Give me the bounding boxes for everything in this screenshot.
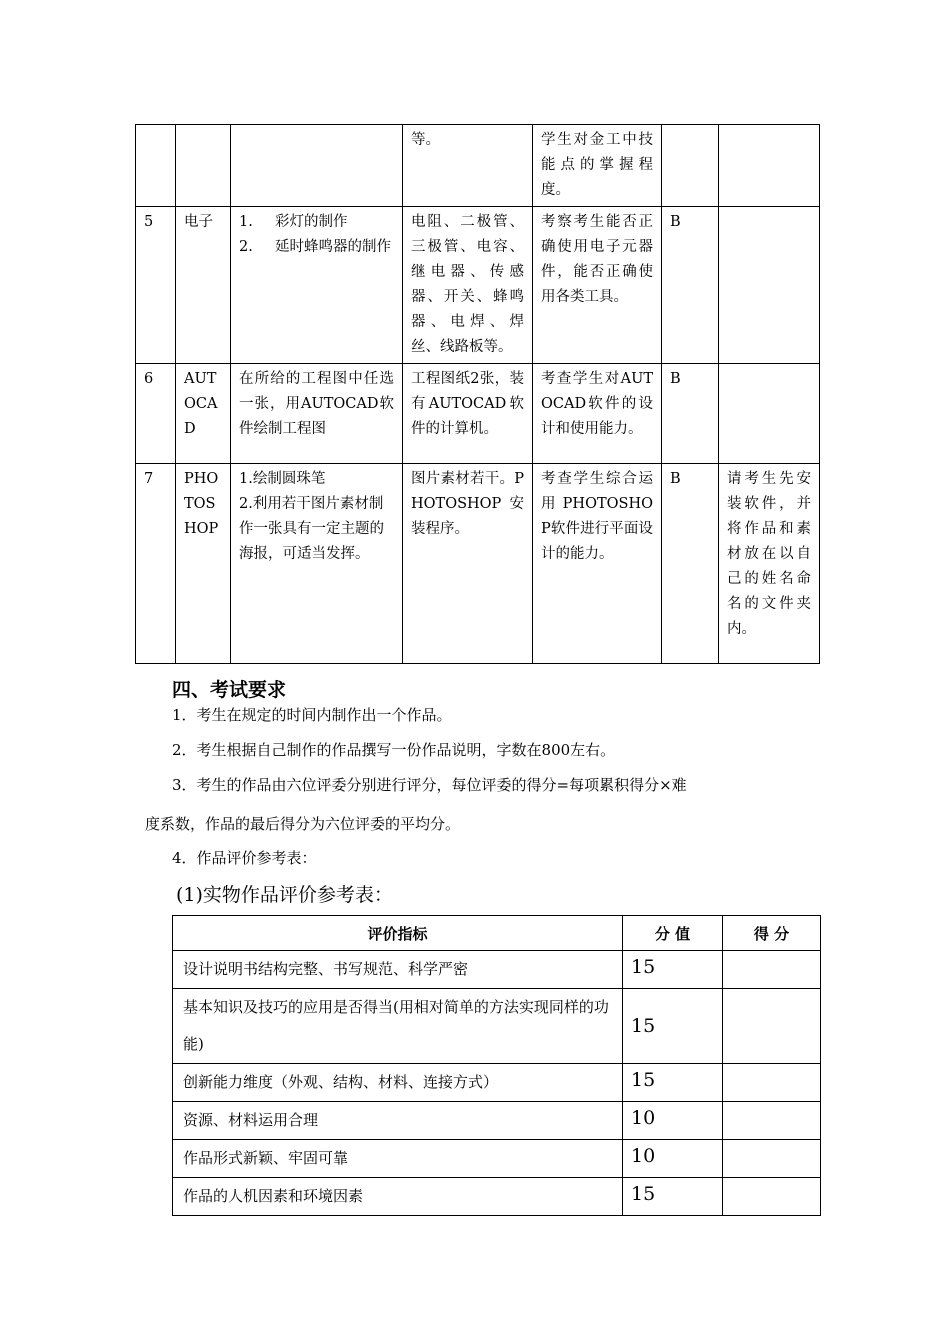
cell-name: 电子 bbox=[176, 207, 231, 364]
table-row bbox=[173, 1140, 821, 1178]
requirement-item-continued: 度系数，作品的最后得分为六位评委的平均分。 bbox=[145, 815, 461, 833]
cell-value: 15 bbox=[623, 951, 723, 989]
cell-purpose: 考察考生能否正确使用电子元器件，能否正确使用各类工具。 bbox=[533, 207, 662, 364]
requirement-item: 2．考生根据自己制作的作品撰写一份作品说明，字数在800左右。 bbox=[172, 741, 616, 759]
cell-purpose: 考查学生综合运用PHOTOSHOP软件进行平面设计的能力。 bbox=[533, 464, 662, 664]
cell-indicator: 创新能力维度（外观、结构、材料、连接方式） bbox=[173, 1064, 623, 1102]
header-indicator: 评价指标 bbox=[173, 916, 623, 951]
cell-purpose: 考查学生对AUTOCAD软件的设计和使用能力。 bbox=[533, 364, 662, 464]
cell-indicator: 作品的人机因素和环境因素 bbox=[173, 1178, 623, 1216]
requirement-item: 4．作品评价参考表： bbox=[172, 849, 317, 867]
cell-content: 在所给的工程图中任选一张，用AUTOCAD软件绘制工程图 bbox=[231, 364, 403, 464]
table-row bbox=[136, 464, 820, 664]
cell-note bbox=[719, 207, 820, 364]
cell-level: B bbox=[662, 464, 719, 664]
table-row bbox=[136, 207, 820, 364]
cell-name bbox=[176, 125, 231, 207]
cell-purpose: 学生对金工中技能点的掌握程度。 bbox=[533, 125, 662, 207]
cell-indicator: 基本知识及技巧的应用是否得当(用相对简单的方法实现同样的功能) bbox=[173, 989, 623, 1064]
cell-score bbox=[723, 1102, 821, 1140]
list-item: 1. 彩灯的制作 bbox=[239, 214, 348, 230]
cell-score bbox=[723, 951, 821, 989]
requirement-item: 1．考生在规定的时间内制作出一个作品。 bbox=[172, 706, 452, 724]
cell-no: 7 bbox=[136, 464, 176, 664]
section-heading: 四、考试要求 bbox=[172, 679, 287, 701]
cell-value: 10 bbox=[623, 1102, 723, 1140]
cell-indicator: 资源、材料运用合理 bbox=[173, 1102, 623, 1140]
cell-content bbox=[231, 207, 403, 364]
table-row bbox=[173, 1064, 821, 1102]
cell-value: 15 bbox=[623, 1178, 723, 1216]
cell-no: 6 bbox=[136, 364, 176, 464]
table-row bbox=[173, 951, 821, 989]
cell-materials: 等。 bbox=[403, 125, 533, 207]
cell-no bbox=[136, 125, 176, 207]
cell-content bbox=[231, 464, 403, 664]
project-table bbox=[135, 124, 820, 664]
evaluation-table bbox=[172, 915, 821, 1216]
table-caption: (1)实物作品评价参考表： bbox=[176, 884, 393, 906]
cell-level bbox=[662, 125, 719, 207]
table-header-row bbox=[173, 916, 821, 951]
cell-materials: 电阻、二极管、三极管、电容、继电器、传感器、开关、蜂鸣器、电焊、焊丝、线路板等。 bbox=[403, 207, 533, 364]
requirement-item: 3．考生的作品由六位评委分别进行评分，每位评委的得分=每项累积得分×难 bbox=[172, 776, 687, 794]
table-row bbox=[136, 364, 820, 464]
header-score: 得 分 bbox=[723, 916, 821, 951]
cell-materials: 图片素材若干。PHOTOSHOP安装程序。 bbox=[403, 464, 533, 664]
cell-content bbox=[231, 125, 403, 207]
cell-note bbox=[719, 364, 820, 464]
cell-materials: 工程图纸2张，装有AUTOCAD软件的计算机。 bbox=[403, 364, 533, 464]
cell-indicator: 设计说明书结构完整、书写规范、科学严密 bbox=[173, 951, 623, 989]
cell-note: 请考生先安装软件，并将作品和素材放在以自己的姓名命名的文件夹内。 bbox=[719, 464, 820, 664]
content-line: 1.绘制圆珠笔 bbox=[239, 471, 326, 487]
cell-value: 15 bbox=[623, 1064, 723, 1102]
cell-level: B bbox=[662, 207, 719, 364]
cell-level: B bbox=[662, 364, 719, 464]
cell-score bbox=[723, 1178, 821, 1216]
list-item: 2. 延时蜂鸣器的制作 bbox=[239, 239, 391, 255]
table-row bbox=[173, 1102, 821, 1140]
header-value: 分 值 bbox=[623, 916, 723, 951]
table-row bbox=[136, 125, 820, 207]
cell-score bbox=[723, 1140, 821, 1178]
cell-no: 5 bbox=[136, 207, 176, 364]
table-row bbox=[173, 1178, 821, 1216]
cell-value: 10 bbox=[623, 1140, 723, 1178]
cell-value: 15 bbox=[623, 989, 723, 1064]
cell-note bbox=[719, 125, 820, 207]
cell-name: AUTOCAD bbox=[176, 364, 231, 464]
cell-score bbox=[723, 1064, 821, 1102]
content-line: 2.利用若干图片素材制作一张具有一定主题的海报，可适当发挥。 bbox=[239, 496, 384, 562]
cell-name: PHOTOSHOP bbox=[176, 464, 231, 664]
cell-indicator: 作品形式新颖、牢固可靠 bbox=[173, 1140, 623, 1178]
table-row bbox=[173, 989, 821, 1064]
cell-score bbox=[723, 989, 821, 1064]
